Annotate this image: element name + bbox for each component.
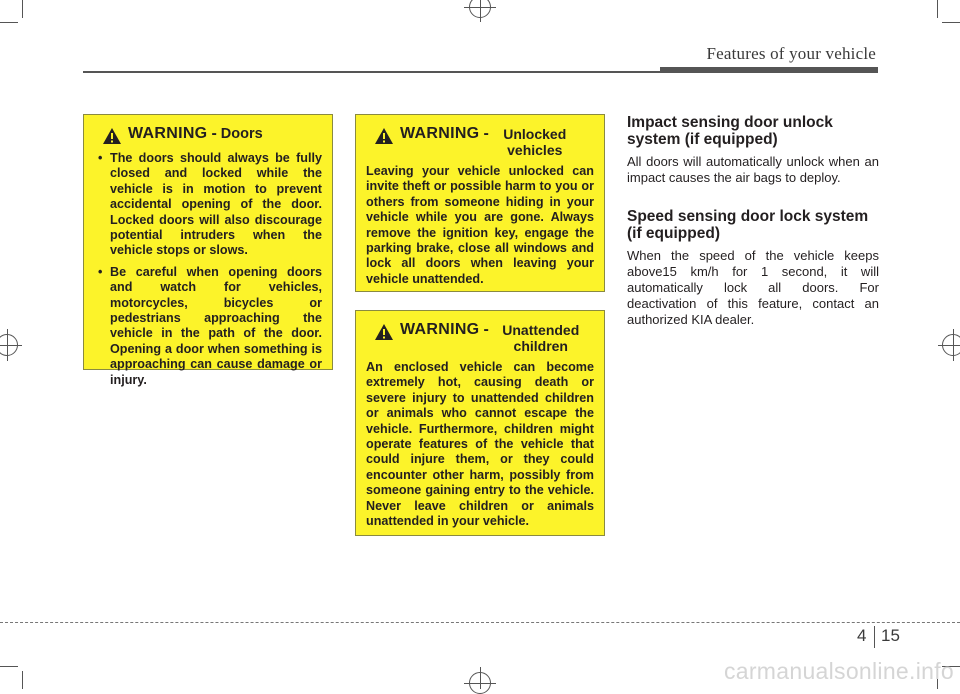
page-number: 15 [881, 626, 900, 645]
crop-mark [22, 671, 23, 689]
warning-bullet-list [94, 151, 322, 388]
warning-header [366, 321, 594, 354]
section-heading-impact: Impact sensing door unlock system (if equipped) [627, 114, 833, 148]
registration-line [0, 345, 22, 346]
warning-body: An enclosed vehicle can become extremely hot, causing death or severe injury to unattended children or animals who cannot escape the vehicle. Furthermore, children might operate features of the vehicle that could injure them, or they could encounter other harm, possibly from someone gaining entry to the vehicle. Never leave children or animals unattended in your vehicle. [366, 360, 594, 529]
warning-body: Leaving your vehicle unlocked can invite theft or possible harm to you or others from someone hiding in your vehicle while you are gone. Always remove the ignition key, engage the parking brake, close all windows and lock all doors when leaving your vehicle unattended. [366, 164, 594, 286]
warning-bullet: • The doors should always be fully closed and locked while the vehicle is in motion to prevent accidental opening of the door. Locked doors will also discourage potential intruders when the vehicle stops or slows. [110, 151, 322, 259]
warning-dash: - [483, 125, 489, 142]
warning-box-unattended-children [355, 310, 605, 536]
footer-dashed-rule [0, 622, 960, 623]
warning-label: WARNING [400, 321, 480, 338]
warning-triangle-icon [374, 323, 394, 341]
registration-line [938, 345, 960, 346]
warning-triangle-icon [102, 127, 122, 145]
registration-line [464, 683, 496, 684]
door-lock-sections [627, 114, 879, 350]
section-body-speed: When the speed of the vehicle keeps above15 km/h for 1 second, it will automatically lock all doors. For deactivation of this feature, contact an authorized KIA dealer. [627, 248, 879, 327]
crop-mark [0, 666, 18, 667]
chapter-number: 4 [857, 626, 867, 645]
warning-header [94, 125, 322, 145]
crop-mark [942, 22, 960, 23]
warning-box-doors [83, 114, 333, 387]
section-heading-speed: Speed sensing door lock system (if equipped) [627, 208, 869, 242]
warning-label: WARNING [400, 125, 480, 142]
warning-topic: Unlocked vehicles [503, 126, 567, 158]
warning-label: WARNING [128, 125, 208, 142]
warning-dash: - [483, 321, 489, 338]
crop-mark [22, 0, 23, 18]
warning-dash: - [211, 125, 217, 142]
warning-box-unlocked-vehicles [355, 114, 605, 292]
section-body-impact: All doors will automatically unlock when an impact causes the air bags to deploy. [627, 154, 879, 185]
warning-bullet: • Be careful when opening doors and watch for vehicles, motorcycles, bicycles or pedestrians approaching the vehicle in the path of the door. Opening a door when something is approaching can cause damage or injury. [110, 265, 322, 388]
warning-triangle-icon [374, 127, 394, 145]
header-rule-accent [660, 67, 878, 73]
warning-header [366, 125, 594, 158]
crop-mark [0, 22, 18, 23]
warning-topic: Unattended children [502, 322, 580, 354]
registration-line [7, 329, 8, 361]
registration-line [480, 667, 481, 689]
registration-line [480, 0, 481, 22]
crop-mark [937, 0, 938, 18]
watermark: carmanualsonline.info [723, 658, 954, 684]
header-rule [83, 71, 663, 73]
section-title: Features of your vehicle [706, 44, 876, 63]
registration-line [953, 329, 954, 361]
warning-topic: Doors [220, 126, 263, 142]
page-number-separator [874, 626, 875, 648]
registration-line [464, 7, 496, 8]
